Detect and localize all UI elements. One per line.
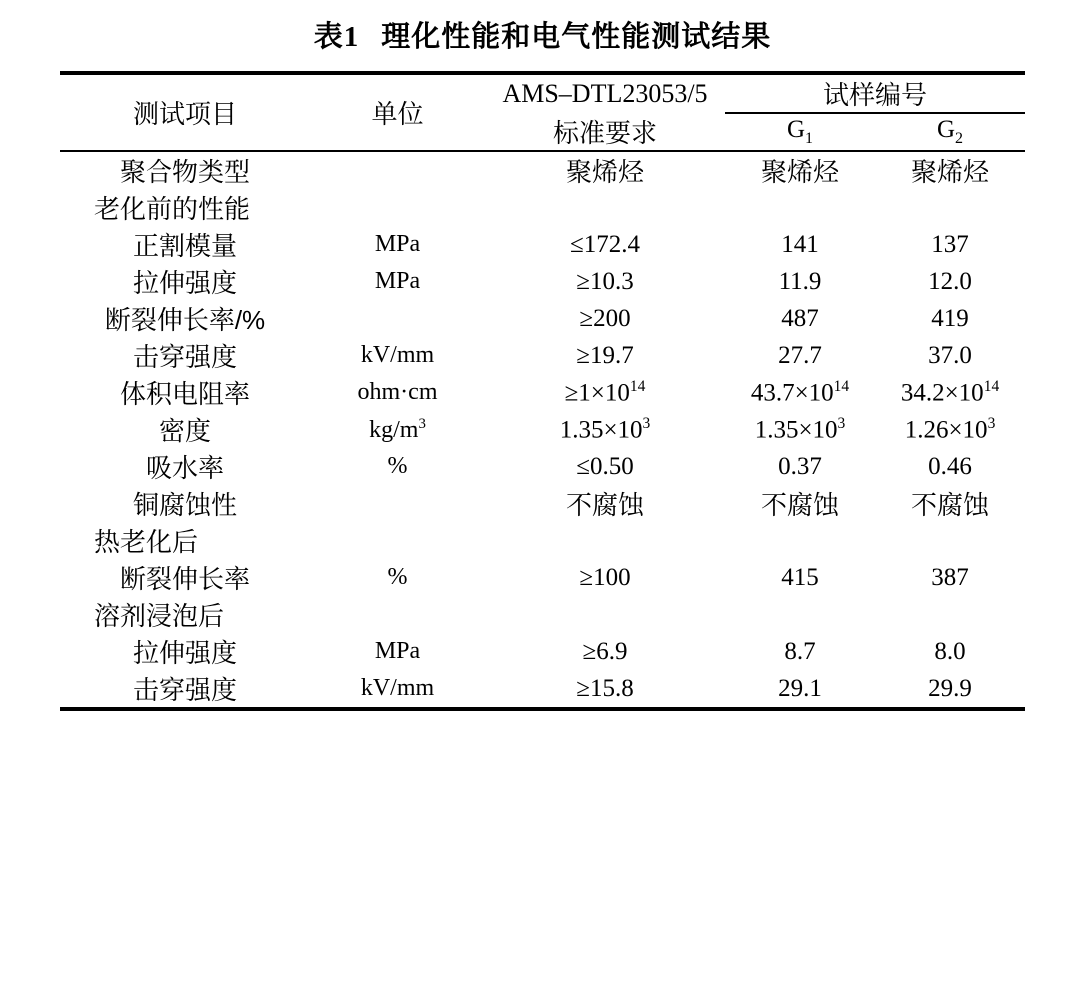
row-standard-value [485,152,725,189]
row-g2-value [875,300,1025,337]
row-standard-value-text: ≥19.7 [576,341,634,369]
row-g1-value [725,189,875,226]
table-row [60,189,1025,226]
table-row [60,448,1025,485]
header-sample-g1 [725,113,875,150]
row-standard-value [485,670,725,707]
row-g2-value-text: 0.46 [928,452,972,480]
row-section-label: 溶剂浸泡后 [94,601,225,631]
header-unit-col: 单位 [310,73,485,150]
row-standard-value-text: ≤0.50 [576,452,634,480]
caption-number: 1 [343,21,360,53]
row-item-label: 铜腐蚀性 [132,490,237,520]
row-item-label: 密度 [158,416,211,446]
row-unit [310,374,485,411]
row-standard-value-text: ≥200 [579,304,631,332]
caption-title: 理化性能和电气性能测试结果 [381,21,772,53]
table-row [60,374,1025,411]
row-g1-value [725,633,875,670]
row-unit-text: MPa [374,268,421,294]
row-unit [310,522,485,559]
row-g1-value-text: 29.1 [778,674,822,702]
row-g2-value-text: 387 [931,563,969,591]
row-standard-value [485,596,725,633]
header-standard-requirement: 标准要求 [552,118,657,148]
row-unit [310,300,485,337]
row-g1-value-text: 487 [781,304,819,332]
row-item-label: 击穿强度 [132,342,237,372]
row-standard-value [485,411,725,448]
row-standard-value-exponent: 3 [642,414,651,432]
row-unit [310,263,485,300]
table-row [60,670,1025,707]
row-standard-value [485,300,725,337]
table-row [60,485,1025,522]
row-g1-value [725,670,875,707]
row-g1-value-exponent: 14 [833,377,850,395]
row-g2-value-text: 29.9 [928,674,972,702]
row-g1-value-text: 聚烯烃 [760,157,839,187]
row-item-label: 断裂伸长率 [119,564,250,594]
row-standard-value-text: ≥10.3 [576,267,634,295]
row-unit [310,670,485,707]
header-item-col: 测试项目 [60,73,310,150]
row-g1-value [725,152,875,189]
row-unit-text: kg/m [369,416,419,443]
row-section-label: 热老化后 [94,527,199,557]
row-g2-value [875,411,1025,448]
row-unit [310,189,485,226]
row-g1-value-text: 11.9 [778,267,822,295]
row-g1-value [725,337,875,374]
row-g2-value [875,374,1025,411]
row-standard-value-text: ≥1×10 [564,379,630,407]
row-unit-text: % [387,453,408,479]
row-g1-value-text: 8.7 [784,637,816,665]
table-row [60,522,1025,559]
row-item-label: 拉伸强度 [132,268,237,298]
row-item-label: 体积电阻率 [119,379,250,409]
row-g2-value [875,485,1025,522]
row-g2-value-text: 1.26×10 [904,416,988,444]
table-footer [60,707,1025,709]
table-row [60,337,1025,374]
row-standard-value-exponent: 14 [629,377,646,395]
row-unit [310,226,485,263]
row-g2-value [875,633,1025,670]
row-g2-value-text: 12.0 [928,267,972,295]
table-row [60,226,1025,263]
row-standard-value [485,263,725,300]
row-unit-text: MPa [374,638,421,664]
header-sample-g1-sub: 1 [805,130,814,147]
row-g1-value-text: 141 [781,230,819,258]
row-standard-value [485,337,725,374]
row-g1-value-text: 0.37 [778,452,822,480]
row-g2-value-text: 419 [931,304,969,332]
row-item-label: 正割模量 [132,231,237,261]
row-item-label: 拉伸强度 [132,638,237,668]
row-item-label: 断裂伸长率/% [104,305,266,335]
row-standard-value-text: 不腐蚀 [565,490,644,520]
table-caption [60,0,1025,71]
row-g1-value [725,559,875,596]
row-g1-value-text: 27.7 [778,341,822,369]
row-g1-value [725,374,875,411]
table-row [60,559,1025,596]
row-g1-value-text: 415 [781,563,819,591]
row-unit [310,633,485,670]
table-row [60,411,1025,448]
row-g2-value [875,596,1025,633]
row-g2-value [875,152,1025,189]
row-g2-value-text: 37.0 [928,341,972,369]
row-g2-value-text: 34.2×10 [900,379,984,407]
row-unit-text: MPa [374,231,421,257]
row-g1-value [725,448,875,485]
row-unit-exponent: 3 [418,415,426,432]
row-standard-value [485,448,725,485]
row-standard-value-text: ≥100 [579,563,631,591]
row-g1-value-exponent: 3 [837,414,846,432]
row-unit [310,596,485,633]
row-standard-value [485,374,725,411]
row-standard-value-text: ≥6.9 [582,637,628,665]
row-unit [310,485,485,522]
header-row-1 [60,73,1025,113]
row-standard-value [485,226,725,263]
header-sample-g2-sub: 2 [955,130,964,147]
row-g2-value [875,670,1025,707]
header-standard-title: AMS–DTL23053/5 [485,73,725,113]
row-g2-value [875,263,1025,300]
row-item-label: 聚合物类型 [119,157,250,187]
results-table [60,71,1025,711]
row-g2-value [875,226,1025,263]
row-g2-value [875,559,1025,596]
row-g1-value [725,485,875,522]
header-sample-group: 试样编号 [725,73,1025,113]
row-standard-value-text: 聚烯烃 [565,157,644,187]
row-unit [310,559,485,596]
row-unit [310,337,485,374]
table-body [60,73,1025,152]
row-standard-value-text: 1.35×10 [559,416,643,444]
row-g2-value-text: 不腐蚀 [911,490,990,520]
row-g2-value-exponent: 3 [987,414,996,432]
row-g1-value-text: 1.35×10 [754,416,838,444]
header-sample-g2 [875,113,1025,150]
row-g1-value [725,300,875,337]
row-standard-value [485,633,725,670]
row-g2-value [875,337,1025,374]
row-g2-value [875,189,1025,226]
bottom-rule [60,707,1025,709]
row-g1-value [725,596,875,633]
row-unit [310,152,485,189]
table-row [60,633,1025,670]
row-g1-value-text: 43.7×10 [750,379,834,407]
row-unit-text: kV/mm [360,342,435,368]
row-standard-value [485,559,725,596]
data-rows [60,152,1025,707]
row-standard-value [485,189,725,226]
row-standard-value [485,485,725,522]
row-unit-text: % [387,564,408,590]
table-row [60,596,1025,633]
row-unit [310,448,485,485]
header-sample-g1-text: G [786,116,806,143]
row-standard-value [485,522,725,559]
row-g1-value [725,522,875,559]
row-unit-text: kV/mm [360,675,435,701]
row-g2-value-text: 聚烯烃 [911,157,990,187]
table-row [60,263,1025,300]
row-standard-value-text: ≤172.4 [570,230,640,258]
row-standard-value-text: ≥15.8 [576,674,634,702]
row-item-label: 吸水率 [145,453,224,483]
row-g1-value [725,226,875,263]
row-section-label: 老化前的性能 [94,194,251,224]
caption-label: 表 [313,21,344,53]
row-g1-value-text: 不腐蚀 [760,490,839,520]
header-sample-g2-text: G [936,116,956,143]
row-unit-text: ohm·cm [357,379,438,405]
row-g1-value [725,411,875,448]
row-g2-value [875,522,1025,559]
row-g2-value [875,448,1025,485]
table-row [60,152,1025,189]
row-item-label: 击穿强度 [132,675,237,705]
row-g2-value-exponent: 14 [983,377,1000,395]
row-g2-value-text: 137 [931,230,969,258]
row-unit [310,411,485,448]
row-g2-value-text: 8.0 [934,637,966,665]
row-g1-value [725,263,875,300]
table-row [60,300,1025,337]
